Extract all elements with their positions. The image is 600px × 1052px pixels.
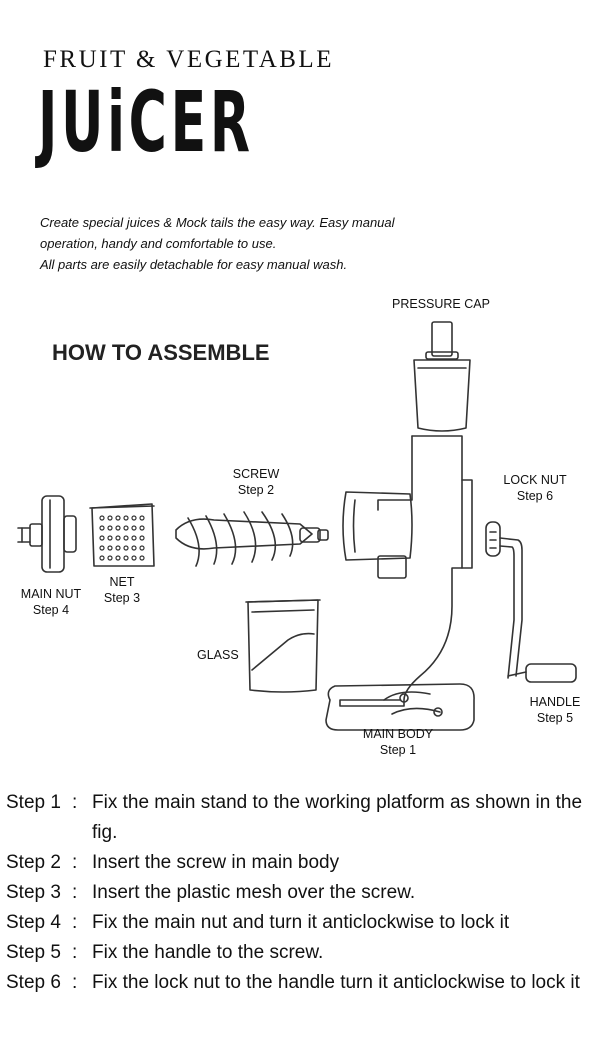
description-line: Create special juices & Mock tails the easy way. Easy manual — [40, 215, 395, 230]
assembly-steps — [6, 788, 596, 998]
description-line: operation, handy and comfortable to use. — [40, 236, 277, 251]
assembly-diagram — [0, 290, 600, 770]
label-lock-nut: LOCK NUT Step 6 — [503, 473, 567, 503]
step-text: Fix the handle to the screw. — [92, 942, 324, 963]
step-text: Fix the main stand to the working platform as shown in the fig. — [92, 792, 583, 843]
pressure-cap-illustration — [414, 322, 470, 431]
step-number: Step 6 — [6, 972, 61, 993]
description-line: All parts are easily detachable for easy manual wash. — [40, 257, 348, 272]
step-number: Step 1 — [6, 792, 61, 813]
step-number: Step 3 — [6, 882, 61, 903]
main-nut-illustration — [18, 496, 76, 572]
product-title: JUiCER — [38, 73, 254, 171]
step-row: Step 1 : Fix the main stand to the working platform as shown in the fig. — [6, 788, 596, 848]
step-number: Step 4 — [6, 912, 61, 933]
step-row: Step 2 : Insert the screw in main body — [6, 848, 596, 878]
step-text: Fix the lock nut to the handle turn it anticlockwise to lock it — [92, 972, 580, 993]
step-text: Insert the plastic mesh over the screw. — [92, 882, 416, 903]
product-description — [40, 212, 480, 275]
label-main-body: MAIN BODY Step 1 — [362, 727, 434, 757]
step-row: Step 3 : Insert the plastic mesh over the screw. — [6, 878, 596, 908]
step-row: Step 5 : Fix the handle to the screw. — [6, 938, 596, 968]
label-screw: SCREW Step 2 — [232, 467, 280, 497]
section-title: HOW TO ASSEMBLE — [52, 340, 270, 365]
net-illustration — [90, 504, 154, 566]
step-number: Step 2 — [6, 852, 61, 873]
label-net: NET Step 3 — [103, 575, 141, 605]
label-main-nut: MAIN NUT Step 4 — [20, 587, 82, 617]
label-handle: HANDLE Step 5 — [529, 695, 581, 725]
handle-illustration — [486, 522, 576, 682]
step-row: Step 6 : Fix the lock nut to the handle turn it anticlockwise to lock it — [6, 968, 596, 998]
glass-illustration — [246, 600, 320, 692]
main-body-illustration — [326, 436, 474, 730]
step-text: Insert the screw in main body — [92, 852, 340, 873]
label-pressure-cap: PRESSURE CAP — [392, 297, 490, 311]
screw-illustration — [176, 512, 328, 566]
step-number: Step 5 — [6, 942, 61, 963]
product-subtitle: FRUIT & VEGETABLE — [43, 46, 334, 73]
label-glass: GLASS — [197, 648, 239, 662]
step-text: Fix the main nut and turn it anticlockwise to lock it — [92, 912, 510, 933]
step-row: Step 4 : Fix the main nut and turn it anticlockwise to lock it — [6, 908, 596, 938]
